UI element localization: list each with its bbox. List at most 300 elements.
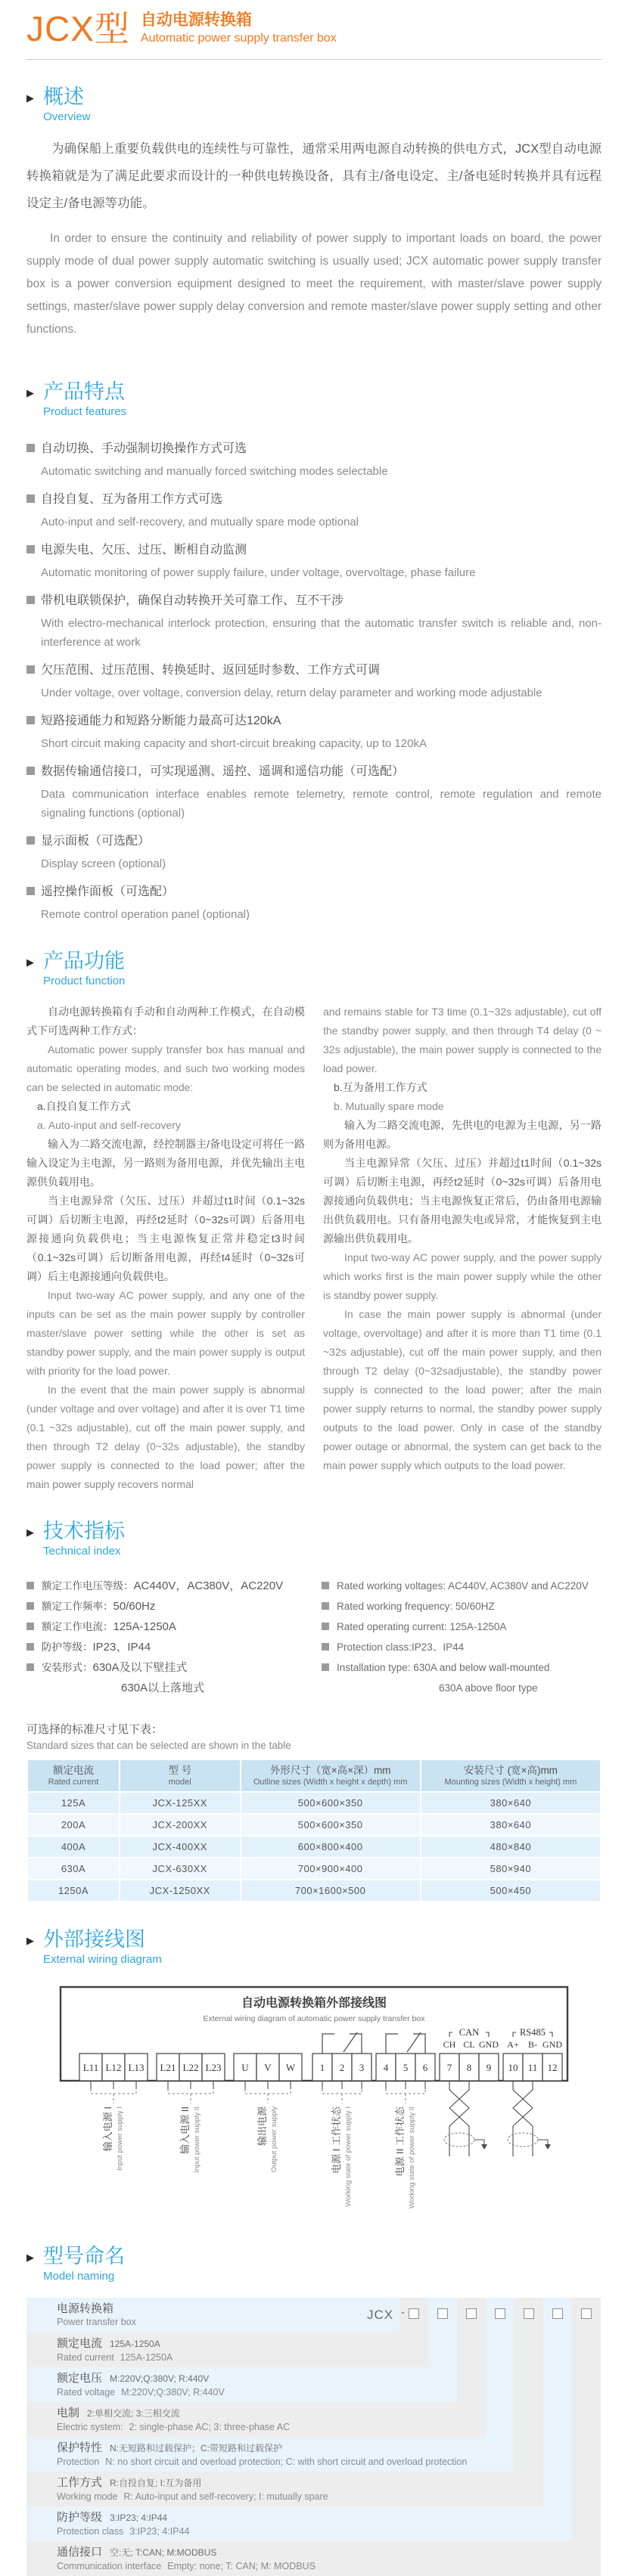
naming-row — [26, 2402, 486, 2437]
table-cell: 380×640 — [421, 1793, 600, 1813]
tech-item-en — [322, 1576, 602, 1596]
section-arrow-icon: ▶ — [26, 1527, 34, 1538]
group-bracket — [322, 2089, 362, 2094]
sizes-header-row — [28, 1760, 600, 1791]
bus-pin-label: GND — [479, 2039, 499, 2050]
square-bullet-icon — [322, 1663, 329, 1671]
function-paragraph: 当主电源异常（欠压、过压）并超过t1时间（0.1~32s可调）后切断主电源，再经t2延时（0~32s可调）后备用电源接通向负载供电；当主电源恢复正常并稳定t3时间（0.1~32s可调）后切断备用电源，再经t4延时（0~32s可调）后主电源接通向负载供电。 — [26, 1195, 305, 1282]
table-cell: JCX-1250XX — [120, 1880, 240, 1901]
tech-label-cn: 安装形式： — [42, 1662, 93, 1673]
wiring-heading-cn: 外部接线图 — [43, 1928, 145, 1951]
table-cell: 500×600×350 — [241, 1815, 420, 1835]
naming-row — [26, 2506, 572, 2541]
relay-blade-icon — [344, 2032, 357, 2052]
square-bullet-icon — [26, 1602, 34, 1610]
bus-pin-label: A+ — [507, 2039, 519, 2050]
section-arrow-icon: ▶ — [26, 2252, 34, 2263]
naming-row-line-cn — [57, 2545, 601, 2560]
square-bullet-icon — [322, 1582, 329, 1589]
naming-dash: - — [401, 2306, 405, 2319]
table-cell: 480×840 — [421, 1837, 600, 1857]
naming-code-box — [581, 2308, 592, 2319]
feature-text-cn: 数据传输通信接口，可实现遥测、遥控、遥调和遥信功能（可选配） — [26, 762, 602, 781]
table-cell: JCX-400XX — [120, 1837, 240, 1857]
function-paragraph: In the event that the main power supply is abnormal (under voltage and over voltage) and after it is over T1 time (0.1 ~32s adjustable), cut off the main power supply, and then through T2 delay (0~32s adjustable), the standby power supply is connected to the load power; after the main power supply recovers normal — [26, 1384, 305, 1490]
feature-text-en: Automatic monitoring of power supply failure, under voltage, overvoltage, phase failure — [41, 566, 476, 579]
group-label-en: Input power supply I — [116, 2106, 124, 2171]
feature-text-en: With electro-mechanical interlock protection, ensuring that the automatic transfer switch is reliable and, non-interference at work — [41, 617, 602, 649]
naming-code-box — [409, 2308, 419, 2319]
function-paragraph: 当主电源异常（欠压、过压）并超过t1时间（0.1~32s可调）后切断主电源，再经t2延时（0~32s可调）后备用电源接通向负载供电；当主电源恢复正常后，仍由备用电源输出供负载用电。只有备用电源失电或异常，才能恢复到主电源输出供负载用电。 — [323, 1157, 602, 1245]
naming-term-en: Rated current — [57, 2352, 114, 2363]
sizes-header-cn: 安装尺寸 (宽×高)mm — [463, 1765, 558, 1776]
overview-heading-cn: 概述 — [43, 85, 84, 108]
naming-term-en: Power transfer box — [57, 2317, 136, 2327]
naming-desc-cn: R:自投自复; I:互为备用 — [110, 2478, 202, 2488]
terminal-label: U — [241, 2062, 249, 2073]
square-bullet-icon — [26, 1582, 34, 1589]
group-label-cn: 输出电源 — [256, 2106, 268, 2147]
table-cell: 700×900×400 — [241, 1858, 420, 1879]
terminal-label: L12 — [105, 2062, 122, 2073]
relay-contact-icon — [350, 2034, 362, 2054]
feature-text-cn: 显示面板（可选配） — [26, 832, 602, 851]
function-paragraph: a.自投自复工作方式 — [37, 1100, 131, 1112]
ground-arrow-icon — [545, 2144, 551, 2150]
square-bullet-icon — [26, 887, 35, 895]
function-paragraph: 输入为二路交流电源，经控制器主/备电设定可将任一路输入设定为主电源，另一路则为备用电源，并优先输出主电源供负载用电。 — [26, 1138, 305, 1188]
naming-heading-cn: 型号命名 — [43, 2245, 125, 2268]
tech-item-cn — [26, 1637, 322, 1657]
function-paragraph: and remains stable for T3 time (0.1~32s adjustable), cut off the standby power supply, and then through T4 delay (0 ~ 32s adjustable), the main power supply is connected to the load power. — [323, 1006, 602, 1074]
page-header — [26, 9, 602, 48]
section-overview-heading — [26, 85, 602, 125]
naming-desc-cn: 125A-1250A — [110, 2339, 160, 2349]
sizes-header-cn: 额定电流 — [53, 1765, 94, 1776]
product-title-block — [141, 11, 337, 47]
terminal-label: 4 — [383, 2062, 389, 2073]
table-row — [28, 1880, 600, 1901]
square-bullet-icon — [26, 716, 35, 724]
relay-contact-icon — [386, 2034, 398, 2054]
naming-code-box — [466, 2308, 477, 2319]
function-paragraph: b. Mutually spare mode — [334, 1100, 444, 1112]
group-label-en: Output power supply — [270, 2106, 278, 2173]
feature-item — [26, 490, 602, 532]
group-bracket — [386, 2089, 425, 2094]
feature-item — [26, 711, 602, 753]
naming-code-box — [524, 2308, 534, 2319]
table-cell: 500×450 — [421, 1880, 600, 1901]
wiring-box-title-cn: 自动电源转换箱外部接线图 — [241, 1997, 387, 2010]
table-row — [28, 1815, 600, 1835]
tech-item-cn — [26, 1596, 322, 1617]
naming-row-line-cn — [57, 2406, 486, 2421]
terminal-label: 10 — [508, 2062, 518, 2073]
table-row — [28, 1858, 600, 1879]
naming-desc-cn: 2:单相交流; 3:三相交流 — [87, 2408, 180, 2419]
square-bullet-icon — [26, 767, 35, 775]
tech-item-cn — [26, 1576, 322, 1596]
naming-desc-cn: N:无短路和过载保护；C:带短路和过载保护 — [110, 2443, 283, 2454]
feature-item — [26, 762, 602, 823]
table-cell: JCX-125XX — [120, 1793, 240, 1813]
shield-ellipse-icon — [444, 2133, 474, 2147]
table-row — [28, 1837, 600, 1857]
naming-desc-en: 125A-1250A — [120, 2352, 173, 2363]
sizes-table-head — [28, 1760, 600, 1791]
naming-term-cn: 通信接口 — [57, 2546, 103, 2559]
bus-bracket — [513, 2032, 516, 2037]
group-label-cn: 输入电源 I — [102, 2106, 113, 2152]
feature-text-cn: 自动切换、手动强制切换操作方式可选 — [26, 439, 602, 458]
group-label-cn: 输入电源 II — [179, 2106, 191, 2154]
tech-value-cn: 50/60Hz — [113, 1600, 156, 1613]
naming-term-en: Electric system: — [57, 2422, 123, 2432]
naming-desc-cn: 空:无; T:CAN; M:MODBUS — [110, 2547, 217, 2558]
naming-code-box — [552, 2308, 563, 2319]
page-content — [26, 0, 602, 2576]
feature-text-cn: 电源失电、欠压、过压、断相自动监测 — [26, 541, 602, 560]
tech-value-cn: IP23、IP44 — [92, 1641, 151, 1654]
square-bullet-icon — [26, 494, 35, 503]
naming-row-line-cn — [57, 2475, 543, 2491]
table-cell: 380×640 — [421, 1815, 600, 1835]
tech-label-cn: 防护等级： — [42, 1641, 93, 1653]
sizes-table — [26, 1759, 602, 1902]
tech-value-en: Protection class:IP23、IP44 — [337, 1641, 465, 1653]
naming-desc-en: N: no short circuit and overload protection; C: with short circuit and overload protection — [105, 2457, 468, 2467]
table-cell: 700×1600×500 — [241, 1880, 420, 1901]
naming-desc-en: R: Auto-input and self-recovery; I: mutually spare — [123, 2491, 328, 2502]
naming-row-line-cn — [57, 2336, 428, 2351]
tech-heading-en: Technical index — [43, 1545, 121, 1558]
section-arrow-icon: ▶ — [26, 956, 34, 968]
naming-row-line-en — [57, 2421, 486, 2434]
naming-row — [26, 2298, 399, 2333]
naming-desc-en: 2: single-phase AC; 3: three-phase AC — [129, 2422, 291, 2432]
table-cell: 1250A — [28, 1880, 119, 1901]
square-bullet-icon — [322, 1623, 329, 1630]
group-bracket — [245, 2089, 291, 2094]
group-label-en: Working state of power supply II — [408, 2106, 416, 2209]
sizes-note-en: Standard sizes that can be selected are shown in the table — [26, 1740, 291, 1751]
naming-desc-en: Empty: none; T: CAN; M: MODBUS — [167, 2561, 316, 2571]
naming-term-en: Rated voltage — [57, 2387, 116, 2398]
bus-bracket — [486, 2032, 489, 2037]
tech-value-en: Installation type: 630A and below wall-mounted — [337, 1662, 550, 1673]
feature-text-cn: 遥控操作面板（可选配） — [26, 882, 602, 901]
section-tech-heading — [26, 1520, 602, 1559]
function-paragraph: a. Auto-input and self-recovery — [37, 1119, 181, 1131]
table-cell: 630A — [28, 1858, 119, 1879]
naming-desc-cn: M:220V;Q:380V; R:440V — [110, 2373, 210, 2384]
square-bullet-icon — [26, 665, 35, 674]
group-label-cn: 电源 II 工作状态 — [394, 2106, 406, 2177]
square-bullet-icon — [26, 1623, 34, 1630]
product-title-cn: 自动电源转换箱 — [140, 11, 252, 29]
naming-term-cn: 额定电压 — [57, 2372, 103, 2385]
section-function-heading — [26, 950, 602, 989]
table-cell: 600×800×400 — [241, 1837, 420, 1857]
overview-heading-en: Overview — [43, 110, 91, 123]
sizes-header-cn: 型 号 — [168, 1765, 192, 1776]
bus-pin-label: CL — [463, 2039, 475, 2050]
naming-row-line-en — [57, 2386, 457, 2399]
relay-contact-icon — [322, 2034, 334, 2054]
feature-text-cn: 带机电联锁保护，确保自动转换开关可靠工作、互不干涉 — [26, 591, 602, 610]
product-title-en: Automatic power supply transfer box — [140, 32, 337, 45]
function-paragraph: b.互为备用工作方式 — [334, 1081, 427, 1093]
feature-item — [26, 882, 602, 924]
feature-item — [26, 541, 602, 582]
tech-item-en — [322, 1617, 602, 1637]
naming-column-band — [515, 2298, 543, 2472]
terminal-label: W — [285, 2062, 296, 2073]
tech-value-en: Rated operating current: 125A-1250A — [337, 1621, 507, 1632]
sizes-header-en: Rated current — [48, 1778, 99, 1787]
naming-row-line-en — [57, 2525, 572, 2538]
feature-item — [26, 439, 602, 481]
tech-value-cn: AC440V，AC380V，AC220V — [133, 1579, 284, 1592]
naming-prefix: JCX — [367, 2308, 394, 2322]
terminal-label: 5 — [403, 2062, 409, 2073]
bus-pin-label: B- — [528, 2039, 537, 2050]
terminal-label: L21 — [160, 2062, 176, 2073]
square-bullet-icon — [26, 545, 35, 553]
wiring-diagram — [26, 1984, 602, 2237]
ground-arrow-icon — [481, 2144, 487, 2150]
bus-bracket — [449, 2032, 452, 2037]
terminal-label: 3 — [359, 2062, 365, 2073]
terminal-label: L23 — [205, 2062, 222, 2073]
naming-desc-en: 3:IP23; 4:IP44 — [129, 2526, 190, 2537]
tech-list-cn — [26, 1576, 322, 1698]
table-cell: 200A — [28, 1815, 119, 1835]
tech-value-en: Rated working frequency: 50/60HZ — [337, 1601, 495, 1612]
square-bullet-icon — [26, 1663, 34, 1671]
function-paragraph: Input two-way AC power supply, and the power supply which works first is the main power supply while the other is standby power supply. — [323, 1251, 602, 1301]
function-columns — [26, 1003, 602, 1494]
bus-bracket — [549, 2032, 552, 2037]
naming-term-en: Working mode — [57, 2491, 118, 2502]
naming-heading-en: Model naming — [43, 2270, 115, 2283]
terminal-label: 12 — [547, 2062, 558, 2073]
naming-row-line-en — [57, 2351, 428, 2364]
function-paragraph: 输入为二路交流电源，先供电的电源为主电源，另一路则为备用电源。 — [323, 1119, 602, 1150]
feature-text-en: Automatic switching and manually forced switching modes selectable — [41, 465, 388, 478]
naming-row-line-en — [57, 2560, 601, 2573]
table-cell: JCX-200XX — [120, 1815, 240, 1835]
section-wiring-heading — [26, 1928, 602, 1967]
naming-desc-cn: 3:IP23; 4:IP44 — [110, 2512, 168, 2523]
feature-item — [26, 832, 602, 873]
feature-text-cn: 短路接通能力和短路分断能力最高可达120kA — [26, 711, 602, 730]
function-paragraph: Automatic power supply transfer box has manual and automatic operating modes, and such two working modes can be selected in automatic mode: — [26, 1043, 305, 1093]
tech-item-en — [322, 1637, 602, 1657]
relay-blade-icon — [407, 2032, 421, 2052]
feature-text-en: Short circuit making capacity and short-circuit breaking capacity, up to 120kA — [41, 737, 427, 750]
terminal-label: 8 — [466, 2062, 472, 2073]
tech-item-cn — [26, 1617, 322, 1637]
feature-item — [26, 661, 602, 702]
tech-list-en — [322, 1576, 602, 1698]
tech-item-cn — [26, 1657, 322, 1698]
sizes-column-header — [120, 1760, 240, 1791]
shield-drain-wire — [474, 2140, 484, 2144]
function-paragraph: 自动电源转换箱有手动和自动两种工作模式，在自动模式下可选两种工作方式： — [26, 1006, 305, 1037]
table-cell: 500×600×350 — [241, 1793, 420, 1813]
sizes-header-en: Outline sizes (Width x height x depth) mm — [253, 1778, 408, 1787]
naming-term-en: Protection — [57, 2457, 100, 2467]
section-naming-heading — [26, 2245, 602, 2284]
terminal-label: L11 — [82, 2062, 99, 2073]
square-bullet-icon — [322, 1602, 329, 1610]
tech-item-en — [322, 1596, 602, 1617]
terminal-label: L22 — [182, 2062, 199, 2073]
tech-value-cn-line2: 630A以上落地式 — [121, 1682, 205, 1694]
square-bullet-icon — [26, 836, 35, 845]
sizes-header-en: model — [168, 1778, 191, 1787]
naming-row-line-cn — [57, 2302, 399, 2316]
naming-column-band — [572, 2298, 601, 2541]
table-cell: 580×940 — [421, 1858, 600, 1879]
header-divider — [26, 59, 602, 60]
naming-row — [26, 2541, 601, 2576]
group-bracket — [168, 2089, 213, 2094]
group-label-en: Input power supply II — [193, 2106, 201, 2173]
naming-row — [26, 2367, 457, 2402]
product-model-title: JCX型 — [26, 9, 130, 48]
naming-row-line-en — [57, 2316, 399, 2329]
sizes-note-cn: 可选择的标准尺寸见下表： — [26, 1723, 163, 1736]
square-bullet-icon — [322, 1643, 329, 1651]
naming-row — [26, 2472, 543, 2506]
section-arrow-icon: ▶ — [26, 1935, 34, 1946]
tech-heading-cn: 技术指标 — [43, 1520, 125, 1542]
features-heading-cn: 产品特点 — [43, 380, 125, 403]
tech-index — [26, 1576, 602, 1698]
features-list — [26, 439, 602, 924]
naming-row-line-cn — [57, 2441, 515, 2456]
function-paragraph: In case the main power supply is abnormal (under voltage, overvoltage) and after it is more than T1 time (0.1 ~32s adjustable), cut off the main power supply, and then through T2 delay (0~32sadjustable), the standby power supply is connected to the load power; after the main power supply returns to normal, the standby power supply outputs to the load power. Only in case of the standby power outage or abnormal, the system can get back to the main power supply which outputs to the load power. — [323, 1308, 602, 1471]
group-bracket — [91, 2089, 136, 2094]
table-cell: JCX-630XX — [120, 1858, 240, 1879]
table-cell: 400A — [28, 1837, 119, 1857]
group-label-en: Working state of power supply I — [344, 2106, 353, 2207]
terminal-label: 9 — [486, 2062, 492, 2073]
naming-row-line-cn — [57, 2510, 572, 2525]
naming-code-box — [495, 2308, 505, 2319]
sizes-header-en: Mounting sizes (Width x height) mm — [444, 1778, 577, 1787]
tech-label-cn: 额定工作频率： — [42, 1601, 113, 1612]
naming-term-en: Communication interface — [57, 2561, 162, 2571]
features-heading-en: Product features — [43, 405, 127, 418]
sizes-column-header — [241, 1760, 420, 1791]
feature-text-en: Remote control operation panel (optional) — [41, 908, 250, 921]
tech-value-cn: 630A及以下壁挂式 — [92, 1661, 188, 1674]
feature-item — [26, 591, 602, 652]
feature-text-en: Under voltage, over voltage, conversion delay, return delay parameter and working mode adjustable — [41, 687, 543, 699]
model-naming-ladder — [26, 2298, 602, 2576]
terminal-label: L13 — [128, 2062, 145, 2073]
naming-term-cn: 防护等级 — [57, 2511, 103, 2524]
naming-column-band — [543, 2298, 572, 2506]
naming-term-en: Protection class — [57, 2526, 124, 2537]
square-bullet-icon — [26, 444, 35, 452]
feature-text-en: Data communication interface enables remote telemetry, remote control, remote regulation and remote signaling functions (optional) — [41, 788, 602, 820]
naming-row-line-en — [57, 2491, 543, 2503]
table-row — [28, 1793, 600, 1813]
terminal-label: 6 — [422, 2062, 428, 2073]
section-arrow-icon: ▶ — [26, 387, 34, 398]
naming-code-box — [437, 2308, 448, 2319]
function-paragraph: Input two-way AC power supply, and any one of the inputs can be set as the main power supply by controller master/slave power setting while the other is set as standby power supply, and the main power supply is output with priority for the load power. — [26, 1289, 305, 1377]
sizes-table-body — [28, 1793, 600, 1901]
feature-text-cn: 欠压范围、过压范围、转换延时、返回延时参数、工作方式可调 — [26, 661, 602, 680]
tech-label-cn: 额定工作电流： — [42, 1621, 113, 1632]
section-features-heading — [26, 380, 602, 420]
overview-paragraph-en: In order to ensure the continuity and reliability of power supply to important loads on board, the power supply mode of dual power supply automatic switching is usually used; JCX automatic power supply transfer box is a power conversion equipment designed to meet the requirement, with master/slave power supply settings, master/slave power supply delay conversion and remote master/slave power supply setting and other functions. — [26, 232, 602, 336]
function-heading-cn: 产品功能 — [43, 950, 125, 972]
tech-value-cn: 125A-1250A — [113, 1620, 176, 1633]
feature-text-cn: 自投自复、互为备用工作方式可选 — [26, 490, 602, 509]
terminal-label: 1 — [319, 2062, 325, 2073]
terminal-label: 11 — [527, 2062, 538, 2073]
section-arrow-icon: ▶ — [26, 92, 34, 104]
square-bullet-icon — [26, 596, 35, 604]
bus-pin-label: CH — [443, 2039, 456, 2050]
function-col-right — [323, 1003, 602, 1494]
naming-row — [26, 2437, 515, 2472]
wiring-box-title-en: External wiring diagram of automatic power supply transfer box — [203, 2014, 425, 2023]
table-cell: 125A — [28, 1793, 119, 1813]
function-col-left — [26, 1003, 305, 1494]
tech-value-en: Rated working voltages: AC440V, AC380V and AC220V — [337, 1580, 589, 1592]
tech-label-cn: 额定工作电压等级： — [42, 1580, 134, 1592]
tech-item-en — [322, 1657, 602, 1698]
bus-name-label: CAN — [459, 2027, 480, 2038]
shield-ellipse-icon — [508, 2133, 538, 2147]
naming-term-cn: 额定电流 — [57, 2337, 103, 2350]
terminal-label: 2 — [339, 2062, 345, 2073]
terminal-label: V — [264, 2062, 272, 2073]
overview-paragraph-cn: 为确保船上重要负载供电的连续性与可靠性，通常采用两电源自动转换的供电方式，JCX型自动电源转换箱就是为了满足此要求而设计的一种供电转换设备，具有主/备电设定、主/备电延时转换并具有远程设定主/备电源等功能。 — [26, 142, 602, 210]
naming-term-cn: 电制 — [57, 2407, 80, 2419]
square-bullet-icon — [26, 1643, 34, 1651]
naming-term-cn: 工作方式 — [57, 2476, 103, 2489]
feature-text-en: Auto-input and self-recovery, and mutually spare mode optional — [41, 516, 359, 529]
terminal-label: 7 — [446, 2062, 452, 2073]
sizes-column-header — [28, 1760, 119, 1791]
naming-term-cn: 保护特性 — [57, 2441, 103, 2454]
bus-name-label: RS485 — [519, 2027, 546, 2038]
function-heading-en: Product function — [43, 975, 126, 987]
tech-value-en-line2: 630A above floor type — [439, 1682, 538, 1694]
feature-text-en: Display screen (optional) — [41, 857, 166, 870]
naming-term-cn: 电源转换箱 — [57, 2302, 114, 2315]
sizes-column-header — [421, 1760, 600, 1791]
wiring-heading-en: External wiring diagram — [43, 1953, 162, 1966]
relay-contact-icon — [413, 2034, 425, 2054]
group-label-cn: 电源 I 工作状态 — [331, 2106, 342, 2174]
bus-pin-label: GND — [543, 2039, 562, 2050]
naming-row — [26, 2333, 428, 2367]
naming-desc-en: M:220V;Q:380V; R:440V — [121, 2387, 225, 2398]
naming-row-line-en — [57, 2456, 515, 2469]
shield-drain-wire — [538, 2140, 548, 2144]
sizes-header-cn: 外形尺寸（宽×高×深）mm — [269, 1765, 391, 1776]
